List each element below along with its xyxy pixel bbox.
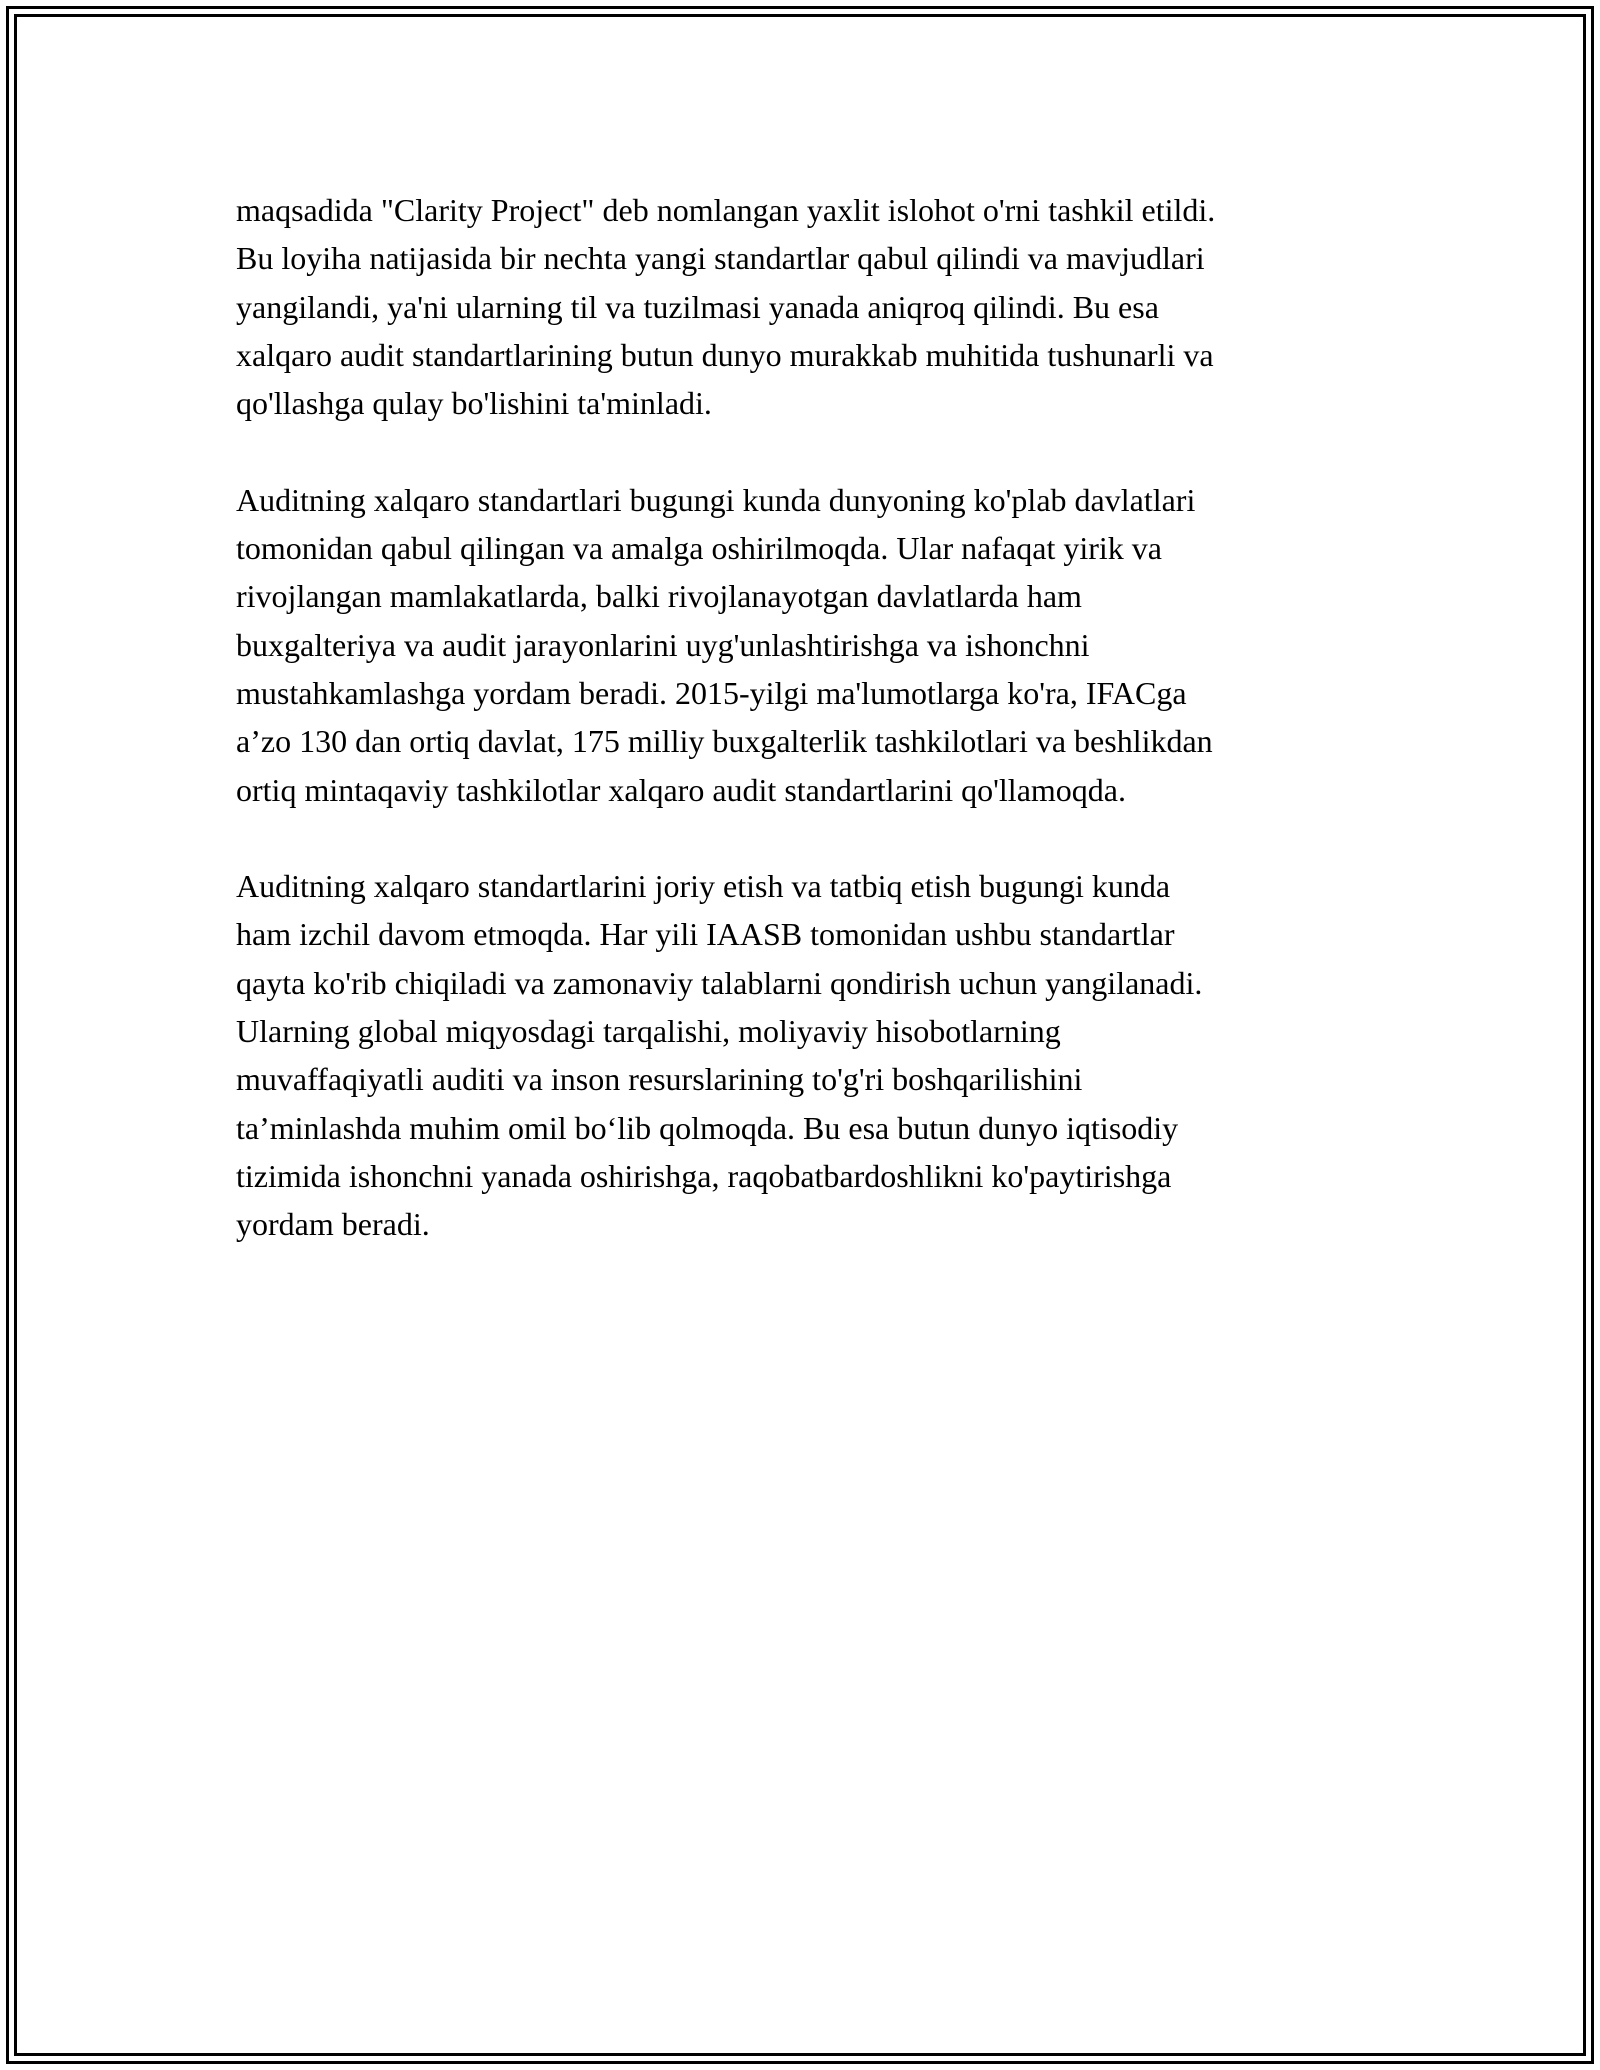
text-line: Ularning global miqyosdagi tarqalishi, moliyaviy hisobotlarning [236, 1013, 1061, 1050]
text-line: a’zo 130 dan ortiq davlat, 175 milliy buxgalterlik tashkilotlari va beshlikdan [236, 723, 1213, 760]
text-line: tomonidan qabul qilingan va amalga oshirilmoqda. Ular nafaqat yirik va [236, 530, 1162, 567]
text-line: tizimida ishonchni yanada oshirishga, raqobatbardoshlikni ko'paytirishga [236, 1157, 1172, 1194]
document-body [236, 186, 1366, 1297]
text-line: mustahkamlashga yordam beradi. 2015-yilgi ma'lumotlarga ko'ra, IFACga [236, 674, 1187, 711]
text-line: maqsadida "Clarity Project" deb nomlangan yaxlit islohot o'rni tashkil etildi. [236, 192, 1216, 228]
text-line: yordam beradi. [236, 1206, 430, 1243]
text-line: ta’minlashda muhim omil bo‘lib qolmoqda. Bu esa butun dunyo iqtisodiy [236, 1109, 1179, 1146]
text-line: xalqaro audit standartlarining butun dunyo murakkab muhitida tushunarli va [236, 336, 1214, 373]
paragraph-adoption [236, 476, 1366, 814]
paragraph-clarity-project [236, 186, 1366, 427]
text-line: yangilandi, ya'ni ularning til va tuzilmasi yanada aniqroq qilindi. Bu esa [236, 288, 1159, 325]
text-line: muvaffaqiyatli auditi va inson resurslarining to'g'ri boshqarilishini [236, 1061, 1083, 1098]
paragraph-implementation [236, 862, 1366, 1248]
text-line: Bu loyiha natijasida bir nechta yangi standartlar qabul qilindi va mavjudlari [236, 240, 1205, 277]
text-line: buxgalteriya va audit jarayonlarini uyg'unlashtirishga va ishonchni [236, 626, 1090, 663]
text-line: rivojlangan mamlakatlarda, balki rivojlanayotgan davlatlarda ham [236, 578, 1082, 615]
text-line: qayta ko'rib chiqiladi va zamonaviy talablarni qondirish uchun yangilanadi. [236, 964, 1203, 1001]
text-line: Auditning xalqaro standartlarini joriy etish va tatbiq etish bugungi kunda [236, 868, 1171, 905]
text-line: ham izchil davom etmoqda. Har yili IAASB tomonidan ushbu standartlar [236, 916, 1175, 953]
text-line: Auditning xalqaro standartlari bugungi kunda dunyoning ko'plab davlatlari [236, 481, 1196, 518]
text-line: ortiq mintaqaviy tashkilotlar xalqaro audit standartlarini qo'llamoqda. [236, 771, 1126, 808]
text-line: qo'llashga qulay bo'lishini ta'minladi. [236, 385, 712, 422]
